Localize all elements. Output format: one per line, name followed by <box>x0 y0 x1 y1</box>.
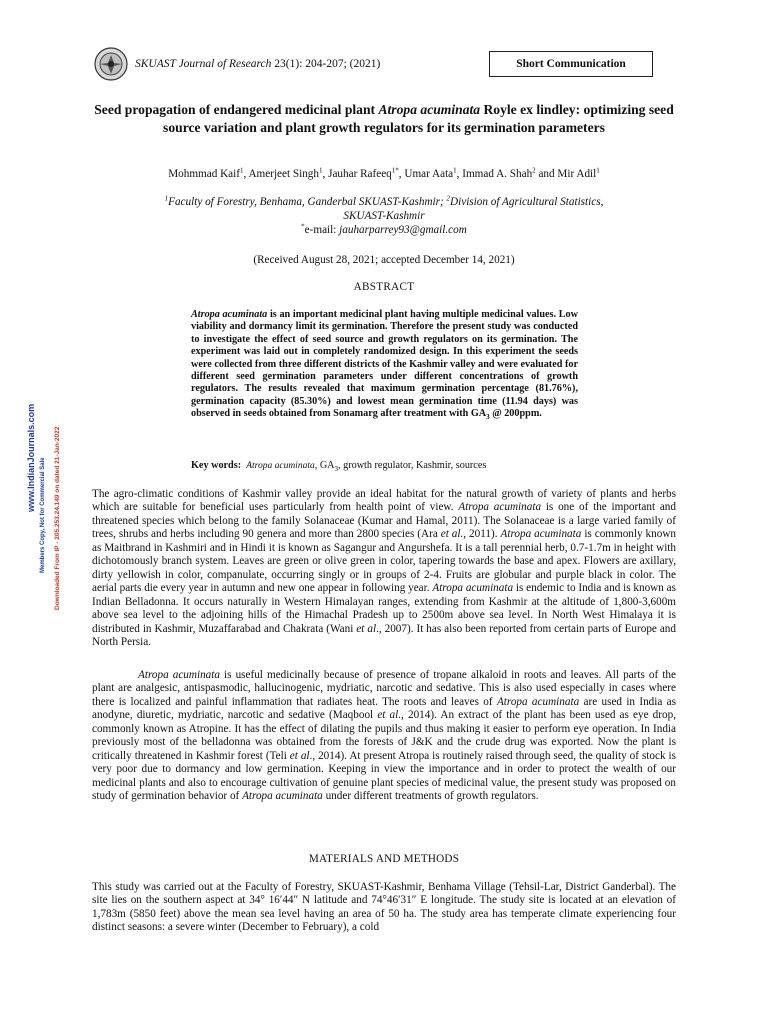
journal-name: SKUAST Journal of Research <box>135 58 272 70</box>
section-heading-methods: MATERIALS AND METHODS <box>308 853 460 865</box>
text-run: is useful medicinally because of presence of tropane alkaloid in roots and leaves. All parts of the plant are analgesic, antispasmodic, hallucinogenic, mydriatic, narcotic and sedative. This is also used especially in cases where there is localized and painful inflammation that radiates heat. The roots and leaves of <box>92 669 676 708</box>
body-paragraph-3 <box>92 881 676 935</box>
text-run: are used in India as anodyne, diuretic, mydriatic, narcotic and sedative (Maqbool <box>92 695 676 722</box>
sidebar-download-note: Downloaded From IP - 205.253.24.149 on dated 21-Jan-2022 <box>54 426 61 610</box>
paper-title <box>90 101 678 137</box>
author-name: Mir Adil <box>557 168 597 180</box>
journal-volume: 23(1): 204-207; (2021) <box>271 58 381 70</box>
author-name: Jauhar Rafeeq <box>328 168 392 180</box>
affil-text: Division of Agricultural Statistics, SKUAST-Kashmir <box>343 196 604 222</box>
text-run: ., 2014). At present Atropa is routinely raised through seed, the quality of stock is very poor due to dormancy and low germination. Keeping in view the importance and in order to protect the wealth of our medicinal plants and also to encourage cultivation of genuine plant species of medicinal value, the present study was proposed on study of germination behavior of <box>92 749 676 803</box>
received-dates: (Received August 28, 2021; accepted December 14, 2021) <box>253 254 515 266</box>
corresponding-email <box>150 224 618 236</box>
abstract-body: @ 200ppm. <box>489 408 542 420</box>
author-name: Immad A. Shah <box>462 168 533 180</box>
abstract-text <box>191 309 578 424</box>
italic-run: et al <box>289 749 310 762</box>
keyword-species: Atropa acuminata <box>246 461 315 471</box>
author-list: Mohmmad Kaif$^1$, Amerjeet Singh$^1$, Jauhar Rafeeq$^{1*}$, Umar Aata$^1$, Immad A. Shah$^2$ and Mir Adil$^1$ <box>168 166 600 180</box>
author-affil-mark: 1 <box>596 166 600 175</box>
abstract-subscript: 3 <box>486 413 490 422</box>
affil-mark: 1 <box>164 194 169 203</box>
abstract-species: Atropa acuminata <box>191 309 268 320</box>
italic-run: et al., <box>440 528 467 541</box>
journal-logo <box>94 47 128 81</box>
keywords <box>191 460 578 473</box>
article-type-badge: Short Communication <box>489 51 653 77</box>
italic-run: Atropa acuminata <box>138 669 220 681</box>
body-paragraph-1 <box>92 488 676 649</box>
journal-citation-line <box>135 58 380 70</box>
title-part: Seed propagation of endangered medicinal plant <box>94 102 379 117</box>
text-run: under different treatments of growth regulators. <box>322 790 539 803</box>
abstract-body: is an important medicinal plant having multiple medicinal values. Low viability and dormancy limit its germination. Therefore the present study was conducted to investigate the effect of seed source and growth regulators on its germination. The experiment was laid out in completely randomized design. In this experiment the seeds were collected from three different districts of the Kashmir valley and were evaluated for different seed germination parameters under different concentrations of growth regulators. The results revealed that maximum germination percentage (81.76%), germination capacity (85.30%) and lowest mean germination time (11.94 days) was observed in seeds obtained from Sonamarg after treatment with GA <box>191 309 578 420</box>
title-species: Atropa acuminata <box>378 102 481 117</box>
text-run: 2014). An extract of the plant has been used as eye drop, commonly known as Atropine. It has the effect of dilating the pupils and thus making it easier to perform eye operation. In India previously most of the belladonna was obtained from the forests of J&K and the crude drug was exported. Now the plant is critically threatened in Kashmir forest (Teli <box>92 709 676 762</box>
text-run: The agro-climatic conditions of Kashmir valley provide an ideal habitat for the natural growth of variety of plants and herbs which are suitable for beneficial uses particularly from health point of view. <box>92 488 676 514</box>
body-paragraph-2 <box>92 669 676 804</box>
author-name: Amerjeet Singh <box>248 168 319 180</box>
affil-text: Faculty of Forestry, Benhama, Ganderbal SKUAST-Kashmir; <box>168 196 447 208</box>
author-affil-mark: 1 <box>319 166 323 175</box>
title-part: Royle ex lindley: optimizing seed source variation and plant growth regulators for its germination parameters <box>163 102 674 135</box>
abstract-heading: ABSTRACT <box>353 281 415 293</box>
email-mark: * <box>301 222 305 231</box>
text-run: is endemic to India and is known as Indian Belladonna. It occurs naturally in Western Himalayan ranges, extending from Kashmir at the altitude of 1,800-3,600m above sea level to the adjoining hills of the Himachal Pradesh up to 2500m above sea level. In North West Himalaya it is distributed in Kashmir, Muzaffarabad and Chakrata (Wani <box>92 582 676 635</box>
italic-run: Atropa acuminata <box>432 582 514 595</box>
affiliations <box>150 196 618 223</box>
italic-run: et al., <box>377 709 404 722</box>
keywords-values <box>246 460 487 474</box>
author-affil-mark: 1 <box>453 166 457 175</box>
sidebar-copy-note: Members Copy, Not for Commercial Sale <box>40 457 46 573</box>
affil-mark: 2 <box>446 194 451 203</box>
keyword: , growth regulator, Kashmir, sources <box>338 460 487 471</box>
text-run: is commonly known as Maitbrand in Kashmiri and in Hindi it is known as Sagangur and Angurshefa. It is a tall perennial herb, 0.7-1.7m in height with dichotomously branch system. Leaves are green or olive green in color, tapering towards the base and apex. Flowers are axillary, dirty yellowish in color, companulate, occurring singly or in groups of 2-4. Fruits are globular and purple black in color. The aerial parts die every year in autumn and new one appear in following year. <box>92 528 676 595</box>
author-affil-mark: 1 <box>239 166 244 175</box>
text-run: 2011). <box>466 528 501 541</box>
italic-run: Atropa acuminata <box>500 528 582 541</box>
italic-run: et al <box>356 622 377 635</box>
italic-run: Atropa acuminata <box>242 790 323 803</box>
keyword: , GA <box>314 460 335 471</box>
keyword-subscript: 3 <box>334 465 339 474</box>
author-affil-mark: 1* <box>391 166 399 175</box>
author-name: Umar Aata <box>404 168 454 180</box>
author-name: Mohmmad Kaif <box>168 168 240 180</box>
text-run: ., 2007). It has also been reported from certain parts of Europe and North Persia. <box>92 622 676 648</box>
email-address[interactable]: jauharparrey93@gmail.com <box>339 224 467 236</box>
text-run: is one of the important and threatened species which belong to the family Solanaceae (Kumar and Hamal, 2011). The Solanaceae is a large varied family of trees, shrubs and herbs including 90 genera and more than 2800 species (Ara <box>92 501 676 541</box>
keywords-label: Key words: <box>191 460 242 471</box>
italic-run: Atropa acuminata <box>458 501 542 514</box>
author-affil-mark: 2 <box>532 166 536 175</box>
email-label: e-mail: <box>304 224 340 236</box>
sidebar-site-link[interactable]: www.IndianJournals.com <box>26 403 36 512</box>
text-run: This study was carried out at the Faculty of Forestry, SKUAST-Kashmir, Benhama Village (Tehsil-Lar, District Ganderbal). The site lies on the southern aspect at 34° 16′44″ N latitude and 74°46′31″ E longitude. The study site is located at an elevation of 1,783m (5850 feet) above the mean sea level having an area of 50 ha. The study area has temperate climate experiencing four distinct seasons: a severe winter (December to February), a cold <box>92 881 676 934</box>
italic-run: Atropa acuminata <box>496 695 580 708</box>
